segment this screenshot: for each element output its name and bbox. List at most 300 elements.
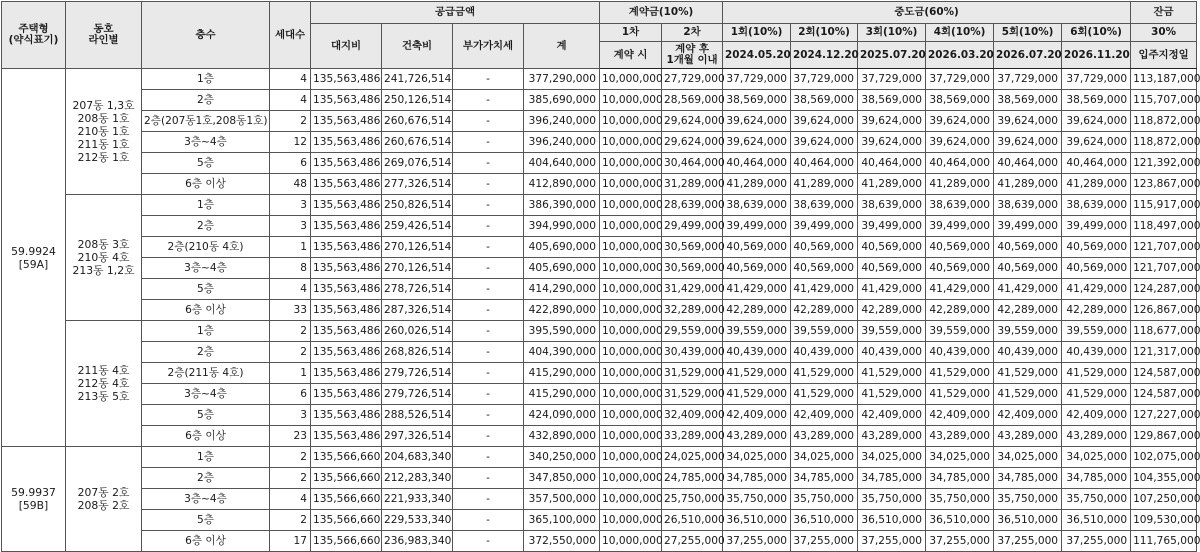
units-cell: 2	[270, 342, 311, 363]
dong-line-cell	[66, 321, 142, 447]
middle-payment-4-cell: 37,255,000	[926, 531, 994, 552]
middle-payment-1-cell: 41,289,000	[723, 174, 791, 195]
middle-payment-3-cell: 38,639,000	[858, 195, 926, 216]
land-price-cell: 135,563,486	[311, 237, 382, 258]
contract1-cell: 10,000,000	[600, 216, 662, 237]
units-cell: 3	[270, 405, 311, 426]
total-price-cell: 386,390,000	[524, 195, 600, 216]
contract1-cell: 10,000,000	[600, 90, 662, 111]
table-row	[2, 300, 1197, 321]
vat-cell: -	[453, 174, 524, 195]
table-row	[2, 258, 1197, 279]
header-middle-3: 3회(10%)	[858, 24, 926, 42]
building-price-cell: 277,326,514	[382, 174, 453, 195]
dong-line: 213동 1,2호	[72, 264, 135, 277]
middle-payment-6-cell: 38,569,000	[1062, 90, 1131, 111]
middle-payment-3-cell: 36,510,000	[858, 510, 926, 531]
table-row	[2, 111, 1197, 132]
middle-payment-4-cell: 39,624,000	[926, 111, 994, 132]
floor-cell: 6층 이상	[142, 300, 270, 321]
middle-payment-6-cell: 39,624,000	[1062, 111, 1131, 132]
middle-payment-4-cell: 42,289,000	[926, 300, 994, 321]
land-price-cell: 135,566,660	[311, 447, 382, 468]
balance-cell: 123,867,000	[1131, 174, 1197, 195]
table-row	[2, 405, 1197, 426]
dong-line: 207동 1,3호	[72, 99, 135, 112]
header-middle-3-date: 2025.07.20	[858, 42, 926, 69]
total-price-cell: 347,850,000	[524, 468, 600, 489]
land-price-cell: 135,563,486	[311, 195, 382, 216]
total-price-cell: 365,100,000	[524, 510, 600, 531]
header-contract2: 2차	[662, 24, 723, 42]
middle-payment-5-cell: 40,569,000	[994, 258, 1062, 279]
units-cell: 6	[270, 153, 311, 174]
middle-payment-6-cell: 39,624,000	[1062, 132, 1131, 153]
units-cell: 2	[270, 447, 311, 468]
total-price-cell: 357,500,000	[524, 489, 600, 510]
middle-payment-5-cell: 34,025,000	[994, 447, 1062, 468]
housing-type-line: 59.9924	[11, 244, 56, 258]
contract1-cell: 10,000,000	[600, 447, 662, 468]
floor-cell: 1층	[142, 195, 270, 216]
table-row	[2, 384, 1197, 405]
middle-payment-1-cell: 37,255,000	[723, 531, 791, 552]
middle-payment-3-cell: 37,255,000	[858, 531, 926, 552]
middle-payment-5-cell: 42,289,000	[994, 300, 1062, 321]
middle-payment-4-cell: 38,639,000	[926, 195, 994, 216]
vat-cell: -	[453, 300, 524, 321]
middle-payment-2-cell: 41,529,000	[791, 384, 858, 405]
land-price-cell: 135,566,660	[311, 531, 382, 552]
middle-payment-4-cell: 43,289,000	[926, 426, 994, 447]
vat-cell: -	[453, 510, 524, 531]
contract2-cell: 30,464,000	[662, 153, 723, 174]
contract2-cell: 27,255,000	[662, 531, 723, 552]
balance-cell: 111,765,000	[1131, 531, 1197, 552]
land-price-cell: 135,566,660	[311, 510, 382, 531]
contract1-cell: 10,000,000	[600, 174, 662, 195]
header-middle-1: 1회(10%)	[723, 24, 791, 42]
building-price-cell: 236,983,340	[382, 531, 453, 552]
middle-payment-4-cell: 34,785,000	[926, 468, 994, 489]
middle-payment-6-cell: 41,529,000	[1062, 363, 1131, 384]
contract1-cell: 10,000,000	[600, 132, 662, 153]
middle-payment-5-cell: 36,510,000	[994, 510, 1062, 531]
vat-cell: -	[453, 426, 524, 447]
building-price-cell: 279,726,514	[382, 363, 453, 384]
header-supply: 공급금액	[311, 2, 600, 24]
header-middle-2-date: 2024.12.20	[791, 42, 858, 69]
dong-line: 208동 1호	[77, 112, 130, 125]
header-middle-4: 4회(10%)	[926, 24, 994, 42]
middle-payment-2-cell: 43,289,000	[791, 426, 858, 447]
total-price-cell: 340,250,000	[524, 447, 600, 468]
middle-payment-5-cell: 41,529,000	[994, 384, 1062, 405]
header-units: 세대수	[270, 2, 311, 69]
total-price-cell: 395,590,000	[524, 321, 600, 342]
contract1-cell: 10,000,000	[600, 342, 662, 363]
balance-cell: 124,587,000	[1131, 384, 1197, 405]
table-row	[2, 531, 1197, 552]
land-price-cell: 135,563,486	[311, 363, 382, 384]
header-middle-5-date: 2026.07.20	[994, 42, 1062, 69]
middle-payment-1-cell: 35,750,000	[723, 489, 791, 510]
contract2-cell: 29,499,000	[662, 216, 723, 237]
middle-payment-6-cell: 43,289,000	[1062, 426, 1131, 447]
middle-payment-2-cell: 35,750,000	[791, 489, 858, 510]
middle-payment-2-cell: 38,639,000	[791, 195, 858, 216]
vat-cell: -	[453, 384, 524, 405]
middle-payment-2-cell: 41,289,000	[791, 174, 858, 195]
floor-cell: 5층	[142, 279, 270, 300]
header-type-line2: (약식표기)	[8, 34, 59, 46]
contract1-cell: 10,000,000	[600, 258, 662, 279]
middle-payment-1-cell: 34,785,000	[723, 468, 791, 489]
table-row	[2, 153, 1197, 174]
middle-payment-2-cell: 42,289,000	[791, 300, 858, 321]
contract1-cell: 10,000,000	[600, 153, 662, 174]
building-price-cell: 260,676,514	[382, 132, 453, 153]
total-price-cell: 424,090,000	[524, 405, 600, 426]
vat-cell: -	[453, 216, 524, 237]
middle-payment-4-cell: 36,510,000	[926, 510, 994, 531]
floor-cell: 2층	[142, 90, 270, 111]
table-header	[2, 2, 1197, 69]
contract2-cell: 29,559,000	[662, 321, 723, 342]
middle-payment-3-cell: 38,569,000	[858, 90, 926, 111]
middle-payment-1-cell: 42,409,000	[723, 405, 791, 426]
units-cell: 1	[270, 237, 311, 258]
middle-payment-1-cell: 34,025,000	[723, 447, 791, 468]
vat-cell: -	[453, 153, 524, 174]
units-cell: 23	[270, 426, 311, 447]
middle-payment-1-cell: 40,569,000	[723, 258, 791, 279]
middle-payment-2-cell: 37,255,000	[791, 531, 858, 552]
middle-payment-1-cell: 37,729,000	[723, 69, 791, 90]
units-cell: 2	[270, 111, 311, 132]
dong-line: 208동 2호	[77, 499, 130, 512]
vat-cell: -	[453, 363, 524, 384]
vat-cell: -	[453, 69, 524, 90]
vat-cell: -	[453, 195, 524, 216]
land-price-cell: 135,563,486	[311, 405, 382, 426]
total-price-cell: 405,690,000	[524, 237, 600, 258]
land-price-cell: 135,563,486	[311, 426, 382, 447]
contract1-cell: 10,000,000	[600, 111, 662, 132]
table-row	[2, 363, 1197, 384]
table-row	[2, 489, 1197, 510]
middle-payment-3-cell: 37,729,000	[858, 69, 926, 90]
units-cell: 8	[270, 258, 311, 279]
middle-payment-3-cell: 40,439,000	[858, 342, 926, 363]
contract1-cell: 10,000,000	[600, 489, 662, 510]
middle-payment-3-cell: 39,624,000	[858, 111, 926, 132]
contract1-cell: 10,000,000	[600, 363, 662, 384]
total-price-cell: 415,290,000	[524, 384, 600, 405]
total-price-cell: 405,690,000	[524, 258, 600, 279]
header-middle-6: 6회(10%)	[1062, 24, 1131, 42]
middle-payment-2-cell: 36,510,000	[791, 510, 858, 531]
middle-payment-2-cell: 42,409,000	[791, 405, 858, 426]
vat-cell: -	[453, 237, 524, 258]
housing-type-line: [59A]	[18, 257, 49, 271]
middle-payment-2-cell: 39,624,000	[791, 111, 858, 132]
middle-payment-5-cell: 40,464,000	[994, 153, 1062, 174]
header-floor: 층수	[142, 2, 270, 69]
middle-payment-1-cell: 39,624,000	[723, 132, 791, 153]
middle-payment-5-cell: 38,639,000	[994, 195, 1062, 216]
dong-line: 212동 4호	[77, 377, 130, 390]
middle-payment-4-cell: 41,429,000	[926, 279, 994, 300]
middle-payment-6-cell: 41,529,000	[1062, 384, 1131, 405]
housing-type-line: 59.9937	[11, 486, 56, 499]
total-price-cell: 385,690,000	[524, 90, 600, 111]
land-price-cell: 135,563,486	[311, 216, 382, 237]
middle-payment-5-cell: 39,624,000	[994, 111, 1062, 132]
dong-line: 212동 1호	[77, 151, 130, 164]
middle-payment-3-cell: 41,529,000	[858, 363, 926, 384]
balance-cell: 109,530,000	[1131, 510, 1197, 531]
units-cell: 12	[270, 132, 311, 153]
middle-payment-3-cell: 42,289,000	[858, 300, 926, 321]
middle-payment-1-cell: 43,289,000	[723, 426, 791, 447]
housing-type-line: [59B]	[18, 499, 49, 512]
balance-cell: 107,250,000	[1131, 489, 1197, 510]
balance-cell: 124,587,000	[1131, 363, 1197, 384]
units-cell: 4	[270, 90, 311, 111]
middle-payment-5-cell: 38,569,000	[994, 90, 1062, 111]
balance-cell: 121,707,000	[1131, 237, 1197, 258]
middle-payment-1-cell: 41,429,000	[723, 279, 791, 300]
contract1-cell: 10,000,000	[600, 405, 662, 426]
dong-line: 207동 2호	[77, 486, 130, 499]
header-balance-when: 입주지정일	[1131, 42, 1197, 69]
floor-cell: 2층(210동 4호)	[142, 237, 270, 258]
floor-cell: 3층~4층	[142, 258, 270, 279]
total-price-cell: 414,290,000	[524, 279, 600, 300]
contract2-cell: 30,569,000	[662, 237, 723, 258]
middle-payment-5-cell: 34,785,000	[994, 468, 1062, 489]
middle-payment-3-cell: 43,289,000	[858, 426, 926, 447]
header-dong-line1: 동호	[93, 23, 114, 35]
land-price-cell: 135,563,486	[311, 258, 382, 279]
middle-payment-1-cell: 41,529,000	[723, 384, 791, 405]
middle-payment-2-cell: 39,624,000	[791, 132, 858, 153]
middle-payment-2-cell: 40,569,000	[791, 237, 858, 258]
header-dong-line2: 라인별	[88, 34, 119, 46]
floor-cell: 5층	[142, 405, 270, 426]
middle-payment-1-cell: 40,439,000	[723, 342, 791, 363]
middle-payment-5-cell: 41,429,000	[994, 279, 1062, 300]
middle-payment-2-cell: 38,569,000	[791, 90, 858, 111]
middle-payment-6-cell: 38,639,000	[1062, 195, 1131, 216]
middle-payment-5-cell: 35,750,000	[994, 489, 1062, 510]
building-price-cell: 229,533,340	[382, 510, 453, 531]
units-cell: 4	[270, 489, 311, 510]
header-middle-5: 5회(10%)	[994, 24, 1062, 42]
middle-payment-4-cell: 41,529,000	[926, 363, 994, 384]
middle-payment-1-cell: 40,464,000	[723, 153, 791, 174]
contract1-cell: 10,000,000	[600, 384, 662, 405]
dong-line: 213동 5호	[77, 390, 130, 403]
building-price-cell: 260,676,514	[382, 111, 453, 132]
total-price-cell: 412,890,000	[524, 174, 600, 195]
dong-line: 211동 4호	[77, 364, 130, 377]
land-price-cell: 135,563,486	[311, 279, 382, 300]
building-price-cell: 204,683,340	[382, 447, 453, 468]
header-middle-6-date: 2026.11.20	[1062, 42, 1131, 69]
dong-line-cell	[66, 69, 142, 195]
vat-cell: -	[453, 321, 524, 342]
header-contract2-when-line1: 계약 후	[675, 43, 709, 55]
contract2-cell: 25,750,000	[662, 489, 723, 510]
land-price-cell: 135,563,486	[311, 153, 382, 174]
balance-cell: 124,287,000	[1131, 279, 1197, 300]
land-price-cell: 135,566,660	[311, 468, 382, 489]
land-price-cell: 135,566,660	[311, 489, 382, 510]
table-row	[2, 195, 1197, 216]
floor-cell: 1층	[142, 69, 270, 90]
middle-payment-2-cell: 41,529,000	[791, 363, 858, 384]
middle-payment-3-cell: 41,529,000	[858, 384, 926, 405]
middle-payment-1-cell: 38,639,000	[723, 195, 791, 216]
building-price-cell: 269,076,514	[382, 153, 453, 174]
floor-cell: 5층	[142, 510, 270, 531]
balance-cell: 118,872,000	[1131, 111, 1197, 132]
balance-cell: 118,677,000	[1131, 321, 1197, 342]
middle-payment-6-cell: 36,510,000	[1062, 510, 1131, 531]
floor-cell: 3층~4층	[142, 489, 270, 510]
balance-cell: 121,392,000	[1131, 153, 1197, 174]
middle-payment-6-cell: 40,569,000	[1062, 237, 1131, 258]
units-cell: 4	[270, 279, 311, 300]
land-price-cell: 135,563,486	[311, 342, 382, 363]
dong-line-cell	[66, 447, 142, 552]
balance-cell: 121,707,000	[1131, 258, 1197, 279]
middle-payment-3-cell: 39,559,000	[858, 321, 926, 342]
balance-cell: 127,227,000	[1131, 405, 1197, 426]
building-price-cell: 260,026,514	[382, 321, 453, 342]
middle-payment-1-cell: 36,510,000	[723, 510, 791, 531]
floor-cell: 1층	[142, 321, 270, 342]
middle-payment-1-cell: 39,499,000	[723, 216, 791, 237]
contract2-cell: 32,289,000	[662, 300, 723, 321]
contract2-cell: 30,439,000	[662, 342, 723, 363]
middle-payment-4-cell: 39,499,000	[926, 216, 994, 237]
total-price-cell: 394,990,000	[524, 216, 600, 237]
contract1-cell: 10,000,000	[600, 69, 662, 90]
total-price-cell: 372,550,000	[524, 531, 600, 552]
middle-payment-5-cell: 37,729,000	[994, 69, 1062, 90]
units-cell: 3	[270, 195, 311, 216]
header-middle-4-date: 2026.03.20	[926, 42, 994, 69]
header-type	[2, 2, 66, 69]
middle-payment-6-cell: 41,289,000	[1062, 174, 1131, 195]
table-body	[2, 69, 1200, 552]
middle-payment-3-cell: 35,750,000	[858, 489, 926, 510]
middle-payment-6-cell: 39,499,000	[1062, 216, 1131, 237]
middle-payment-6-cell: 41,429,000	[1062, 279, 1131, 300]
table-row	[2, 279, 1197, 300]
middle-payment-3-cell: 34,785,000	[858, 468, 926, 489]
units-cell: 33	[270, 300, 311, 321]
middle-payment-6-cell: 37,255,000	[1062, 531, 1131, 552]
balance-cell: 113,187,000	[1131, 69, 1197, 90]
middle-payment-1-cell: 39,559,000	[723, 321, 791, 342]
floor-cell: 3층~4층	[142, 384, 270, 405]
balance-cell: 115,917,000	[1131, 195, 1197, 216]
contract2-cell: 31,289,000	[662, 174, 723, 195]
balance-cell: 121,317,000	[1131, 342, 1197, 363]
total-price-cell: 415,290,000	[524, 363, 600, 384]
table-row	[2, 426, 1197, 447]
vat-cell: -	[453, 531, 524, 552]
contract2-cell: 30,569,000	[662, 258, 723, 279]
balance-cell: 126,867,000	[1131, 300, 1197, 321]
middle-payment-2-cell: 37,729,000	[791, 69, 858, 90]
table-row	[2, 468, 1197, 489]
land-price-cell: 135,563,486	[311, 300, 382, 321]
units-cell: 2	[270, 321, 311, 342]
middle-payment-3-cell: 41,289,000	[858, 174, 926, 195]
middle-payment-2-cell: 34,785,000	[791, 468, 858, 489]
middle-payment-3-cell: 41,429,000	[858, 279, 926, 300]
middle-payment-3-cell: 40,569,000	[858, 258, 926, 279]
land-price-cell: 135,563,486	[311, 174, 382, 195]
vat-cell: -	[453, 468, 524, 489]
middle-payment-6-cell: 34,785,000	[1062, 468, 1131, 489]
middle-payment-4-cell: 35,750,000	[926, 489, 994, 510]
contract1-cell: 10,000,000	[600, 468, 662, 489]
middle-payment-3-cell: 40,569,000	[858, 237, 926, 258]
building-price-cell: 278,726,514	[382, 279, 453, 300]
contract1-cell: 10,000,000	[600, 426, 662, 447]
dong-line: 210동 1호	[77, 125, 130, 138]
building-price-cell: 221,933,340	[382, 489, 453, 510]
contract1-cell: 10,000,000	[600, 510, 662, 531]
header-contract2-when-line2: 1개월 이내	[666, 54, 718, 66]
middle-payment-4-cell: 37,729,000	[926, 69, 994, 90]
middle-payment-3-cell: 39,499,000	[858, 216, 926, 237]
table-row	[2, 90, 1197, 111]
land-price-cell: 135,563,486	[311, 132, 382, 153]
land-price-cell: 135,563,486	[311, 321, 382, 342]
units-cell: 3	[270, 216, 311, 237]
floor-cell: 2층	[142, 342, 270, 363]
floor-cell: 2층(211동 4호)	[142, 363, 270, 384]
building-price-cell: 279,726,514	[382, 384, 453, 405]
contract2-cell: 31,529,000	[662, 384, 723, 405]
header-middle: 중도금(60%)	[723, 2, 1131, 24]
units-cell: 48	[270, 174, 311, 195]
floor-cell: 2층	[142, 216, 270, 237]
building-price-cell: 270,126,514	[382, 237, 453, 258]
contract2-cell: 33,289,000	[662, 426, 723, 447]
contract1-cell: 10,000,000	[600, 531, 662, 552]
total-price-cell: 422,890,000	[524, 300, 600, 321]
contract1-cell: 10,000,000	[600, 279, 662, 300]
middle-payment-1-cell: 42,289,000	[723, 300, 791, 321]
header-contract: 계약금(10%)	[600, 2, 723, 24]
middle-payment-3-cell: 39,624,000	[858, 132, 926, 153]
table-row	[2, 174, 1197, 195]
middle-payment-2-cell: 39,559,000	[791, 321, 858, 342]
total-price-cell: 396,240,000	[524, 111, 600, 132]
header-contract2-when	[662, 42, 723, 69]
balance-cell: 118,872,000	[1131, 132, 1197, 153]
vat-cell: -	[453, 90, 524, 111]
middle-payment-2-cell: 39,499,000	[791, 216, 858, 237]
